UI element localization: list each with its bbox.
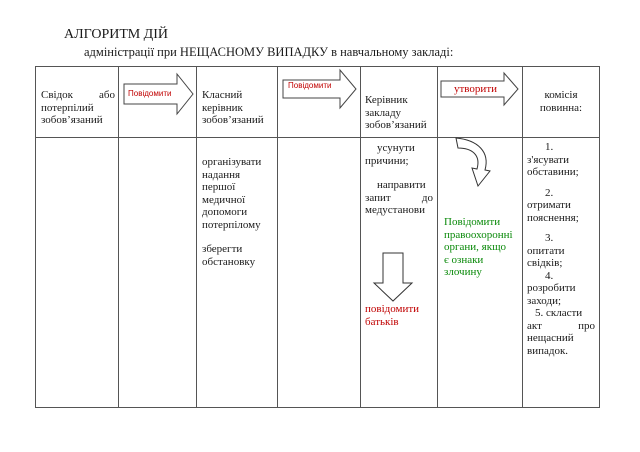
arrow-label-create: утворити (454, 83, 498, 95)
header-head: Керівник закладу зобов’язаний (365, 94, 427, 131)
page-title: АЛГОРИТМ ДІЙ (64, 27, 168, 42)
head-duties: усунути причини; направити запит до медустанови (365, 142, 433, 216)
header-commission: комісія повинна: (539, 89, 583, 114)
arrow-label-notify-1: Повідомити (128, 89, 172, 98)
commission-duties: 1. з'ясувати обставини; 2. отримати пояснення; 3. опитати свідків; 4. розробити заходи; 5. скласти акт про нещасний випадок. (527, 141, 595, 357)
header-class-teacher: Класний керівник зобов’язаний (202, 89, 264, 126)
header-witness: Свідок або потерпілий зобов’язаний (41, 89, 115, 126)
class-teacher-duties: організувати надання першої медичної допомоги потерпілому зберегти обстановку (202, 156, 262, 268)
page-subtitle: адміністрації при НЕЩАСНОМУ ВИПАДКУ в навчальному закладі: (84, 45, 454, 59)
curved-arrow (456, 138, 490, 186)
arrow-label-notify-2: Повідомити (288, 81, 332, 90)
notify-parents: повідомити батьків (365, 303, 420, 328)
down-arrow (374, 253, 412, 301)
notify-police: Повідомити правоохоронні органи, якщо є ознаки злочину (444, 216, 513, 278)
